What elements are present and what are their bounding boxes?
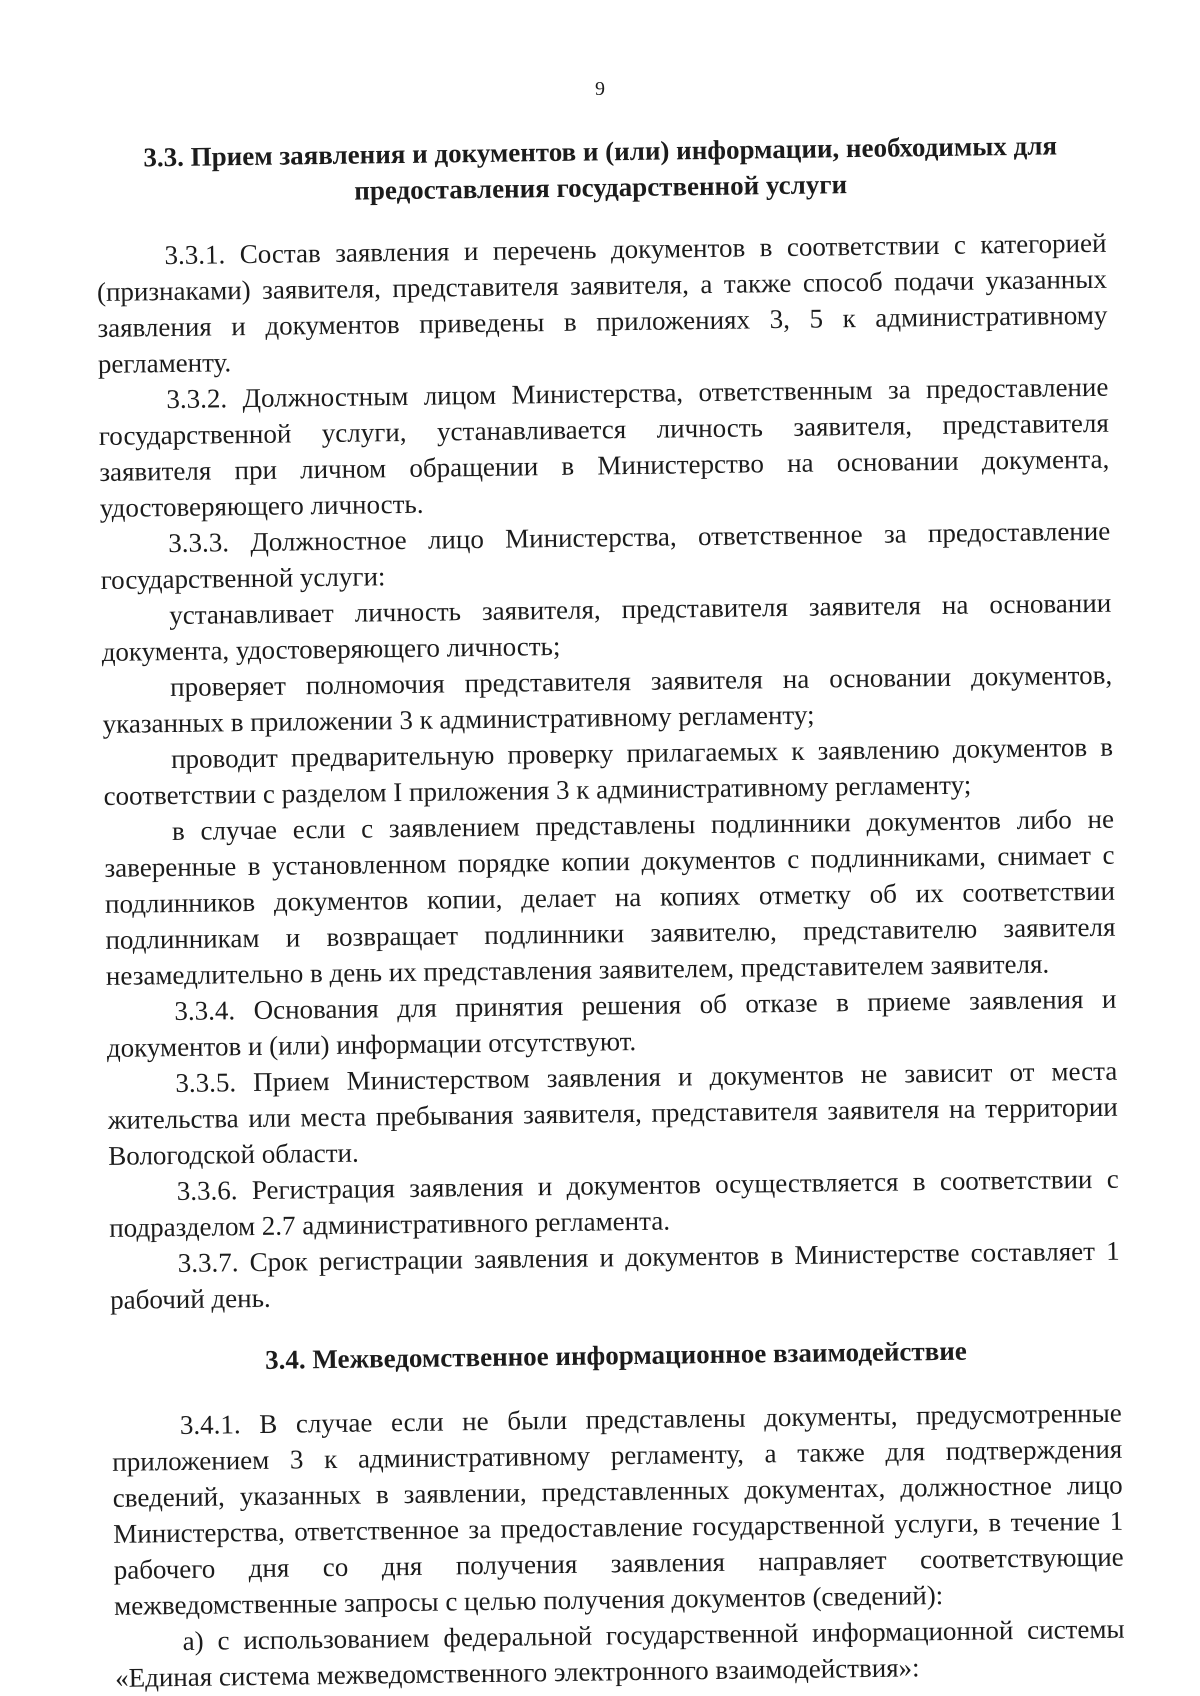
section-heading-line: предоставления государственной услуги (354, 169, 848, 206)
page-number: 9 (595, 78, 605, 100)
paragraph-3-3-5: 3.3.5. Прием Министерством заявления и документов не зависит от места жительства или места пребывания заявителя, представителя заявителя на территории Вологодской области. (107, 1055, 1118, 1171)
paragraph-3-4-1: 3.4.1. В случае если не были представлены документы, предусмотренные приложением 3 к административному регламенту, а также для подтверждения сведений, указанных в заявлении, представленных документах, должностное лицо Министерства, ответственное за предоставление государственной услуги, в течение 1 рабочего дня со дня получения заявления направляет соответствующие межведомственные запросы с целью получения документов (сведений): (112, 1397, 1124, 1621)
paragraph-3-3-3: 3.3.3. Должностное лицо Министерства, ответственное за предоставление государственной услуги: (100, 515, 1111, 595)
document-body (95, 127, 1125, 1696)
list-item-preliminary-check: проводит предварительную проверку прилагаемых к заявлению документов в соответствии с разделом I приложения 3 к административному регламенту; (103, 731, 1114, 811)
paragraph-3-3-1: 3.3.1. Состав заявления и перечень документов в соответствии с категорией (признаками) заявителя, представителя заявителя, а также способ подачи указанных заявления и документов приведены в приложениях 3, 5 к административному регламенту. (96, 227, 1108, 379)
list-item-authority: проверяет полномочия представителя заявителя на основании документов, указанных в приложении 3 к административному регламенту; (102, 659, 1113, 739)
list-item-identity: устанавливает личность заявителя, представителя заявителя на основании документа, удостоверяющего личность; (101, 587, 1112, 667)
list-item-originals: в случае если с заявлением представлены подлинники документов либо не заверенные в установленном порядке копии документов с подлинниками, снимает с подлинников документов копии, делает на копиях отметку об их соответствии подлинникам и возвращает подлинники заявителю, представителю заявителя незамедлительно в день их представления заявителем, представителем заявителя. (104, 803, 1116, 991)
paragraph-3-3-4: 3.3.4. Основания для принятия решения об отказе в приеме заявления и документов и (или) информации отсутствуют. (106, 983, 1117, 1063)
section-heading-3-3 (95, 127, 1106, 212)
paragraph-3-3-7: 3.3.7. Срок регистрации заявления и документов в Министерстве составляет 1 рабочий день. (109, 1235, 1120, 1315)
paragraph-3-3-6: 3.3.6. Регистрация заявления и документов осуществляется в соответствии с подразделом 2.7 административного регламента. (109, 1163, 1119, 1243)
section-heading-line: 3.3. Прием заявления и документов и (или) информации, необходимых для (143, 130, 1058, 173)
paragraph-3-3-2: 3.3.2. Должностным лицом Министерства, ответственным за предоставление государственной услуги, устанавливается личность заявителя, представителя заявителя при личном обращении в Министерство на основании документа, удостоверяющего личность. (98, 371, 1110, 523)
section-heading-3-4: 3.4. Межведомственное информационное взаимодействие (264, 1335, 967, 1375)
paragraph-3-4-1-a: а) с использованием федеральной государственной информационной системы «Единая система межведомственного электронного взаимодействия»: (114, 1613, 1125, 1693)
